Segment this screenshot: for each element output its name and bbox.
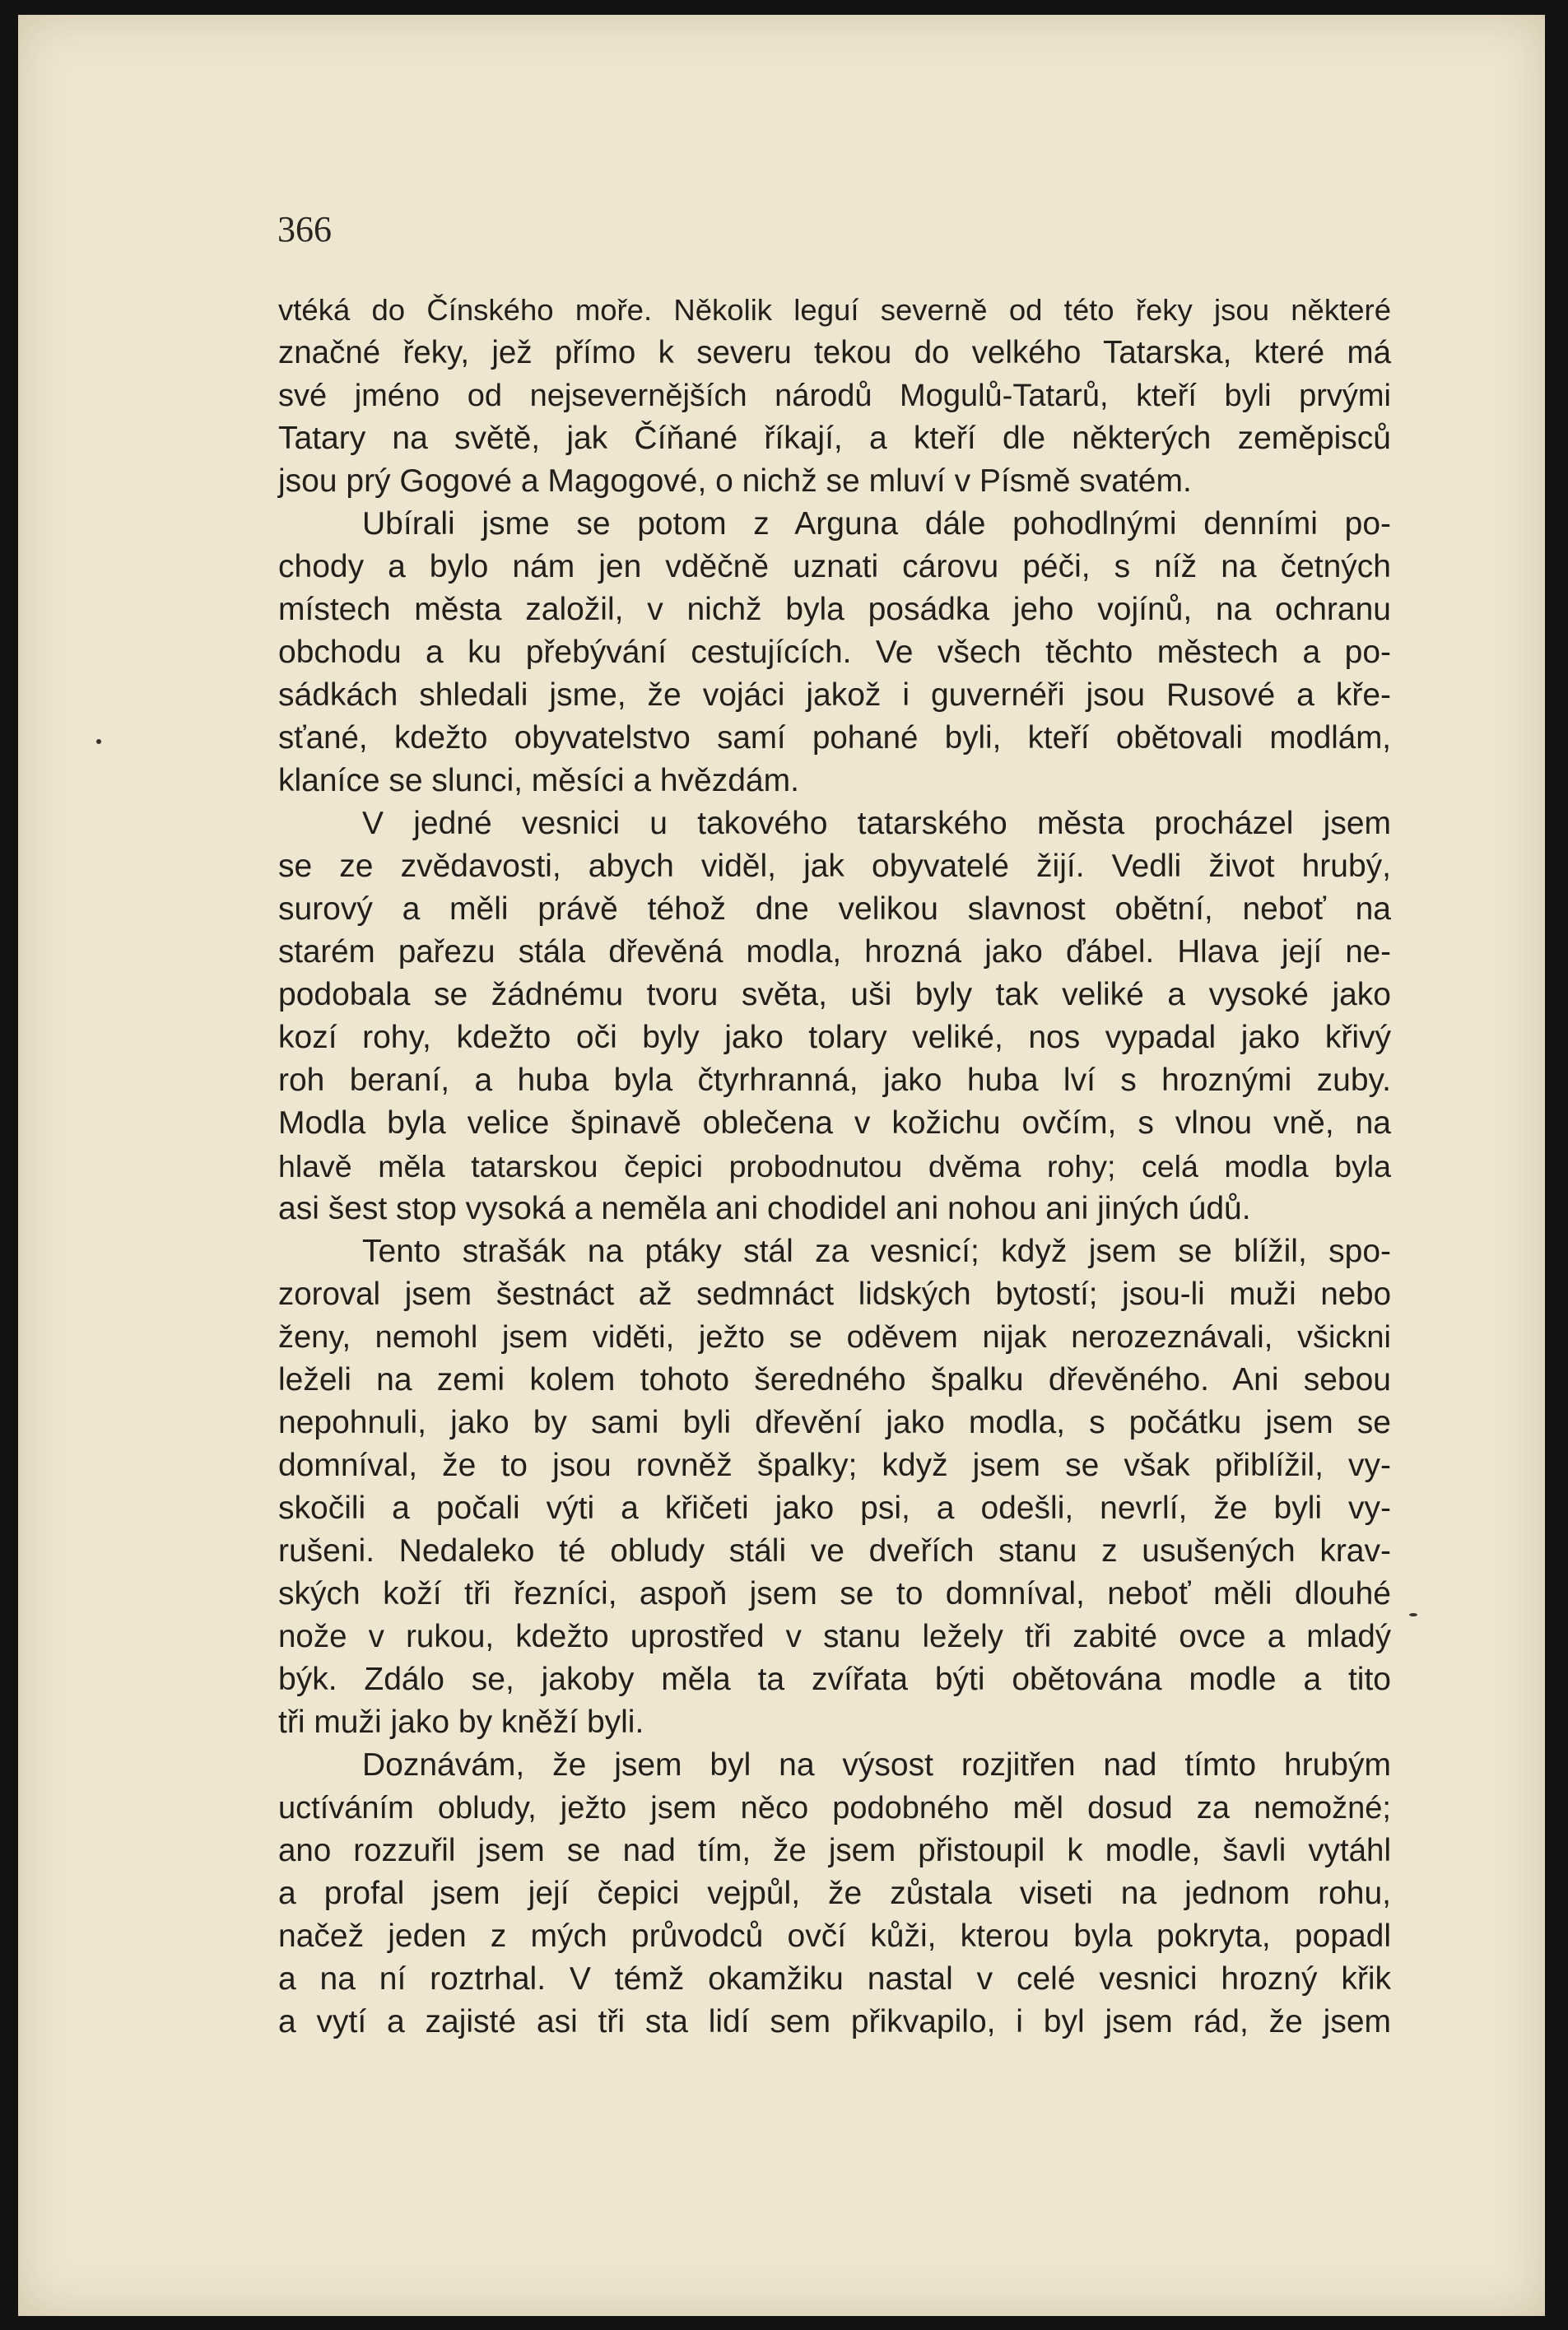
paragraph xyxy=(278,1744,1391,2044)
text-line: sťané, kdežto obyvatelstvo samí pohané byli, kteří obětovali modlám, xyxy=(278,720,1391,756)
text-line: ano rozzuřil jsem se nad tím, že jsem přistoupil k modle, šavli vytáhl xyxy=(278,1833,1391,1868)
text-line: starém pařezu stála dřevěná modla, hrozná jako ďábel. Hlava její ne- xyxy=(278,934,1391,970)
text-line: a vytí a zajisté asi tři sta lidí sem přikvapilo, i byl jsem rád, že jsem xyxy=(278,2004,1391,2039)
paragraph xyxy=(278,802,1391,1230)
text-line: Doznávám, že jsem byl na výsost rozjitřen nad tímto hrubým xyxy=(362,1747,1391,1783)
text-line: chody a bylo nám jen vděčně uznati cárovu péči, s níž na četných xyxy=(278,549,1391,584)
text-line: Tatary na světě, jak Číňané říkají, a kteří dle některých zeměpisců xyxy=(278,421,1391,456)
book-page xyxy=(18,15,1545,2316)
text-line: Modla byla velice špinavě oblečena v kožichu ovčím, s vlnou vně, na xyxy=(278,1105,1391,1141)
text-line: sádkách shledali jsme, že vojáci jakož i guvernéři jsou Rusové a kře- xyxy=(278,677,1391,713)
text-line: nože v rukou, kdežto uprostřed v stanu ležely tři zabité ovce a mladý xyxy=(278,1619,1391,1654)
text-line: leželi na zemi kolem tohoto šeredného špalku dřevěného. Ani sebou xyxy=(278,1362,1391,1398)
text-line: místech města založil, v nichž byla posádka jeho vojínů, na ochranu xyxy=(278,592,1391,627)
text-line: jsou prý Gogové a Magogové, o nichž se mluví v Písmě svatém. xyxy=(278,463,1192,499)
text-line: načež jeden z mých průvodců ovčí kůži, kterou byla pokryta, popadl xyxy=(278,1918,1391,1954)
text-line: klaníce se slunci, měsíci a hvězdám. xyxy=(278,763,799,798)
paragraph xyxy=(278,503,1391,802)
paper-speck xyxy=(1409,1613,1417,1616)
paper-speck xyxy=(96,739,101,744)
text-line: uctíváním obludy, ježto jsem něco podobného měl dosud za nemožné; xyxy=(278,1791,1391,1825)
text-line: rušeni. Nedaleko té obludy stáli ve dveřích stanu z usušených krav- xyxy=(278,1533,1391,1569)
text-line: roh beraní, a huba byla čtyrhranná, jako huba lví s hroznými zuby. xyxy=(278,1063,1391,1098)
text-line: vtéká do Čínského moře. Několik leguí severně od této řeky jsou některé xyxy=(278,293,1391,327)
text-line: podobala se žádnému tvoru světa, uši byly tak veliké a vysoké jako xyxy=(278,977,1391,1012)
text-line: a profal jsem její čepici vejpůl, že zůstala viseti na jednom rohu, xyxy=(278,1876,1391,1911)
text-line: zoroval jsem šestnáct až sedmnáct lidských bytostí; jsou-li muži nebo xyxy=(278,1277,1391,1312)
text-line: býk. Zdálo se, jakoby měla ta zvířata býti obětována modle a tito xyxy=(278,1662,1391,1697)
text-line: se ze zvědavosti, abych viděl, jak obyvatelé žijí. Vedli život hrubý, xyxy=(278,849,1391,884)
body-text xyxy=(278,289,1391,2044)
text-line: V jedné vesnici u takového tatarského města procházel jsem xyxy=(362,806,1391,841)
text-line: Tento strašák na ptáky stál za vesnicí; když jsem se blížil, spo- xyxy=(362,1234,1391,1269)
text-line: ženy, nemohl jsem viděti, ježto se oděvem nijak nerozeznávali, všickni xyxy=(278,1320,1391,1355)
text-line: hlavě měla tatarskou čepici probodnutou dvěma rohy; celá modla byla xyxy=(278,1149,1391,1184)
text-line: ských koží tři řezníci, aspoň jsem se to domníval, neboť měli dlouhé xyxy=(278,1576,1391,1611)
text-line: domníval, že to jsou rovněž špalky; když jsem se však přiblížil, vy- xyxy=(278,1448,1391,1483)
paragraph xyxy=(278,289,1391,503)
paragraph xyxy=(278,1230,1391,1744)
text-line: asi šest stop vysoká a neměla ani chodidel ani nohou ani jiných údů. xyxy=(278,1191,1251,1226)
text-line: Ubírali jsme se potom z Arguna dále pohodlnými denními po- xyxy=(362,506,1391,542)
text-line: a na ní roztrhal. V témž okamžiku nastal v celé vesnici hrozný křik xyxy=(278,1961,1391,1997)
text-line: skočili a počali výti a křičeti jako psi, a odešli, nevrlí, že byli vy- xyxy=(278,1491,1391,1526)
text-line: obchodu a ku přebývání cestujících. Ve všech těchto městech a po- xyxy=(278,635,1391,670)
text-line: kozí rohy, kdežto oči byly jako tolary veliké, nos vypadal jako křivý xyxy=(278,1020,1391,1055)
page-number: 366 xyxy=(277,209,332,249)
text-line: surový a měli právě téhož dne velikou slavnost obětní, neboť na xyxy=(278,891,1391,927)
text-line: své jméno od nejsevernějších národů Mogulů-Tatarů, kteří byli prvými xyxy=(278,379,1391,413)
text-line: nepohnuli, jako by sami byli dřevění jako modla, s počátku jsem se xyxy=(278,1405,1391,1440)
text-line: tři muži jako by kněží byli. xyxy=(278,1704,644,1740)
text-line: značné řeky, jež přímo k severu tekou do velkého Tatarska, které má xyxy=(278,335,1391,370)
